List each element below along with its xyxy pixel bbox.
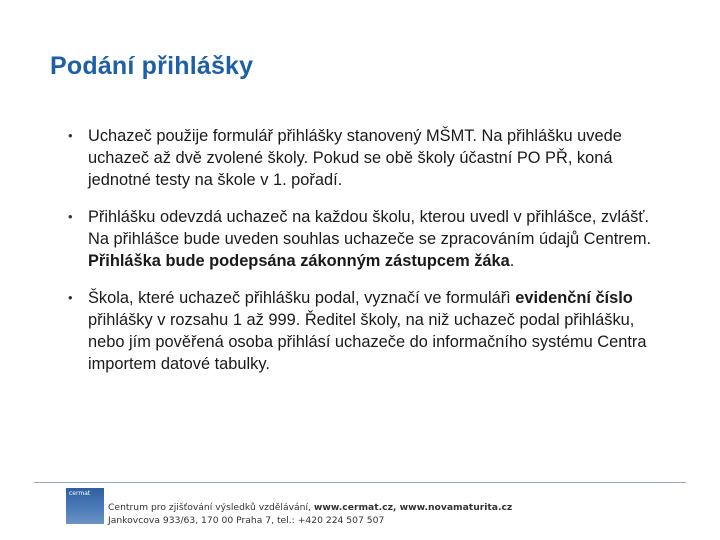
footer-org-name: Centrum pro zjišťování výsledků vzdělávání,	[108, 502, 314, 513]
footer-links[interactable]: www.cermat.cz, www.novamaturita.cz	[313, 502, 513, 513]
bullet-text: Uchazeč použije formulář přihlášky stanovený MŠMT. Na přihlášku uvede uchazeč až dvě zvolené školy. Pokud se obě školy účastní PO PŘ, koná jednotné testy na škole v 1. pořadí.	[88, 127, 622, 189]
bullet-text: Přihlášku odevzdá uchazeč na každou školu, kterou uvedl v přihlášce, zvlášť. Na přihlášce bude uveden souhlas uchazeče se zpracováním údajů Centrem.	[88, 208, 652, 248]
slide-title: Podání přihlášky	[50, 52, 254, 80]
bullet-text: přihlášky v rozsahu 1 až 999. Ředitel školy, na niž uchazeč podal přihlášku, nebo jím pověřená osoba přihlásí uchazeče do informačního systému Centra importem datové tabulky.	[88, 311, 647, 373]
bullet-dot-icon: •	[68, 209, 73, 224]
bullet-text: .	[509, 252, 515, 270]
bullet-bold-text: Přihláška bude podepsána zákonným zástupcem žáka	[88, 252, 510, 270]
bullet-dot-icon: •	[68, 128, 73, 143]
bullet-item-2	[68, 206, 668, 272]
footer-line-1	[108, 501, 512, 514]
bullet-item-3	[68, 287, 668, 375]
bullet-item-1	[68, 125, 668, 191]
footer-text	[108, 501, 512, 527]
logo-text: cermat	[69, 490, 91, 497]
bullet-dot-icon: •	[68, 290, 73, 305]
bullet-bold-text: evidenční číslo	[515, 289, 633, 307]
footer-line-2: Jankovcova 933/63, 170 00 Praha 7, tel.: +420 224 507 507	[108, 515, 385, 526]
cermat-logo	[66, 488, 104, 524]
bullet-text: Škola, které uchazeč přihlášku podal, vyznačí ve formulářì	[88, 289, 516, 307]
footer-divider	[34, 482, 686, 483]
bullet-list	[68, 125, 668, 390]
